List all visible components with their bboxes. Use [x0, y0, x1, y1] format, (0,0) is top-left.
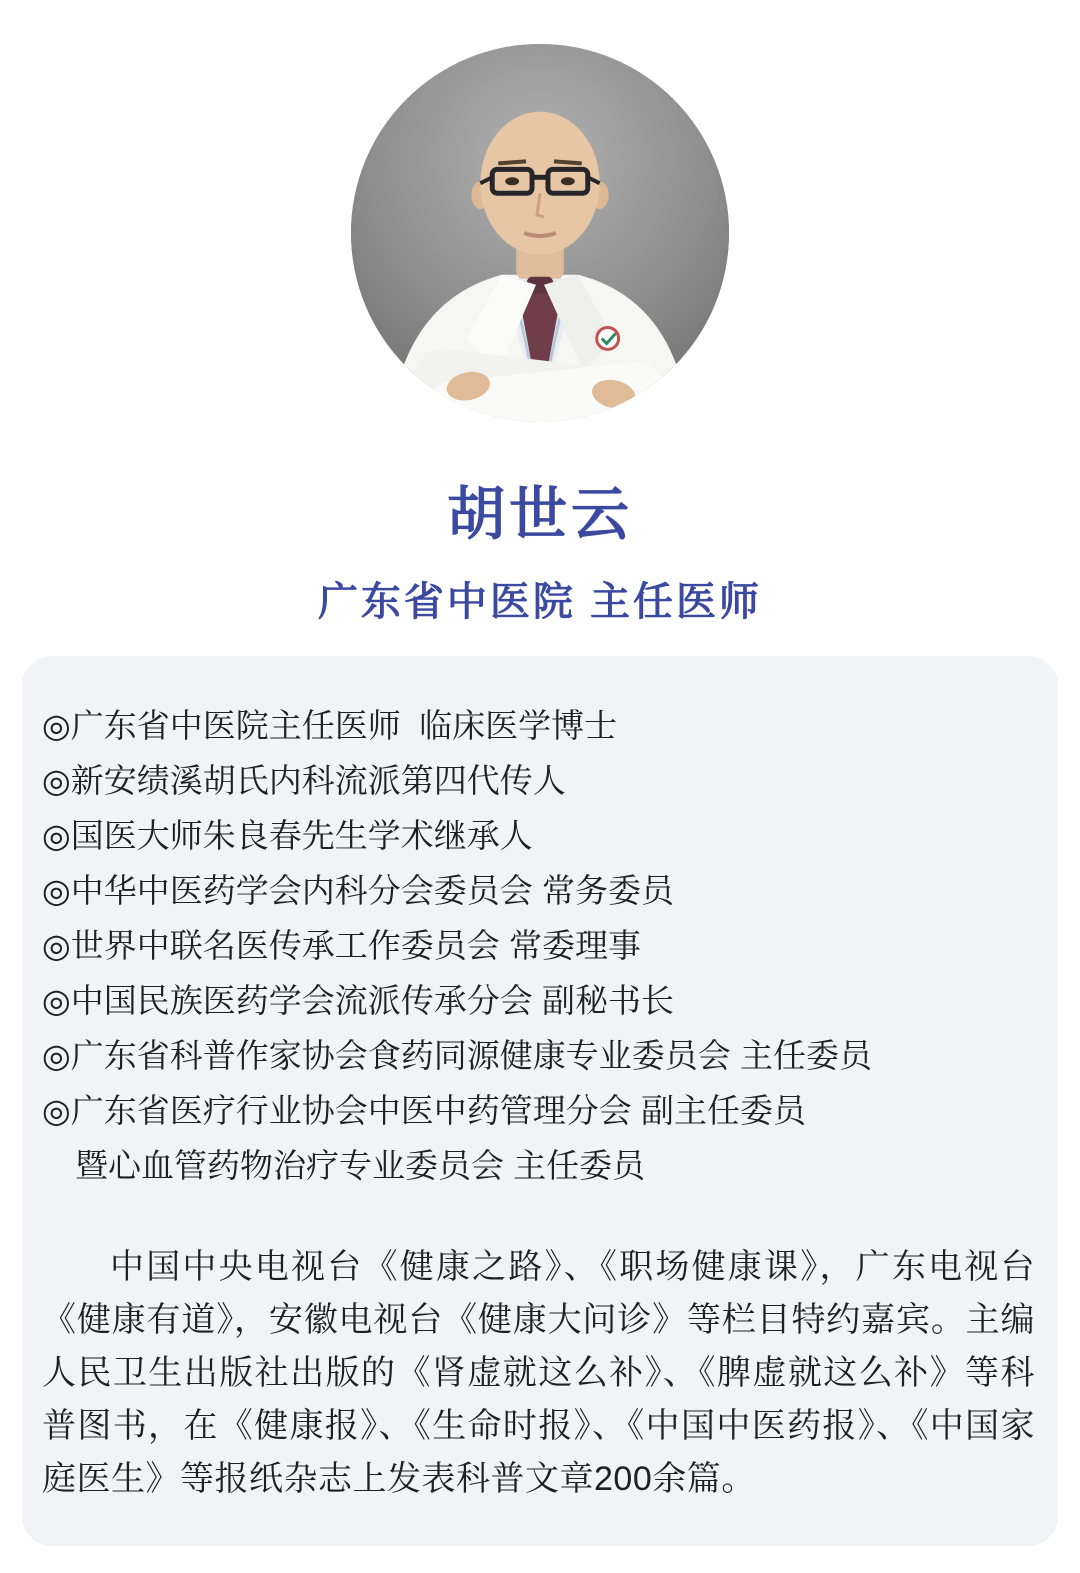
credential-item	[42, 808, 1035, 863]
credential-text: 广东省中医院主任医师 临床医学博士	[70, 706, 618, 744]
credential-item	[42, 753, 1035, 808]
bullet-icon: ◎	[42, 871, 71, 909]
credential-continuation: 暨心血管药物治疗专业委员会 主任委员	[75, 1146, 646, 1184]
credential-item	[42, 973, 1035, 1028]
bullet-icon: ◎	[42, 1036, 71, 1074]
credential-item	[42, 863, 1035, 918]
credential-text: 世界中联名医传承工作委员会 常委理事	[70, 926, 641, 964]
bio-card	[22, 656, 1058, 1546]
doctor-name: 胡世云	[446, 482, 633, 547]
bullet-icon: ◎	[42, 981, 71, 1019]
bullet-icon: ◎	[42, 761, 71, 799]
credential-item	[42, 698, 1035, 753]
credential-text: 国医大师朱良春先生学术继承人	[70, 816, 533, 854]
credential-text: 新安绩溪胡氏内科流派第四代传人	[70, 761, 566, 799]
bullet-icon: ◎	[42, 926, 71, 964]
credential-item	[42, 1028, 1035, 1083]
credential-item	[42, 918, 1035, 973]
bio-paragraph: 中国中央电视台《健康之路》、《职场健康课》，广东电视台《健康有道》，安徽电视台《健康大问诊》等栏目特约嘉宾。主编人民卫生出版社出版的《肾虚就这么补》、《脾虚就这么补》等科普图书，在《健康报》、《生命时报》、《中国中医药报》、《中国家庭医生》等报纸杂志上发表科普文章200余篇。	[42, 1247, 1035, 1498]
doctor-portrait-illustration	[351, 44, 729, 422]
bullet-icon: ◎	[42, 1091, 71, 1129]
doctor-title: 广东省中医院 主任医师	[317, 579, 763, 624]
bullet-icon: ◎	[42, 816, 71, 854]
credential-text: 中国民族医药学会流派传承分会 副秘书长	[70, 981, 674, 1019]
bullet-icon: ◎	[42, 706, 71, 744]
credential-text: 广东省医疗行业协会中医中药管理分会 副主任委员	[70, 1091, 806, 1129]
credential-list	[42, 698, 1035, 1193]
credential-text: 中华中医药学会内科分会委员会 常务委员	[70, 871, 674, 909]
credential-text: 广东省科普作家协会食药同源健康专业委员会 主任委员	[70, 1036, 872, 1074]
doctor-photo	[351, 44, 729, 422]
avatar-section	[0, 0, 1080, 422]
credential-item	[42, 1083, 1035, 1138]
